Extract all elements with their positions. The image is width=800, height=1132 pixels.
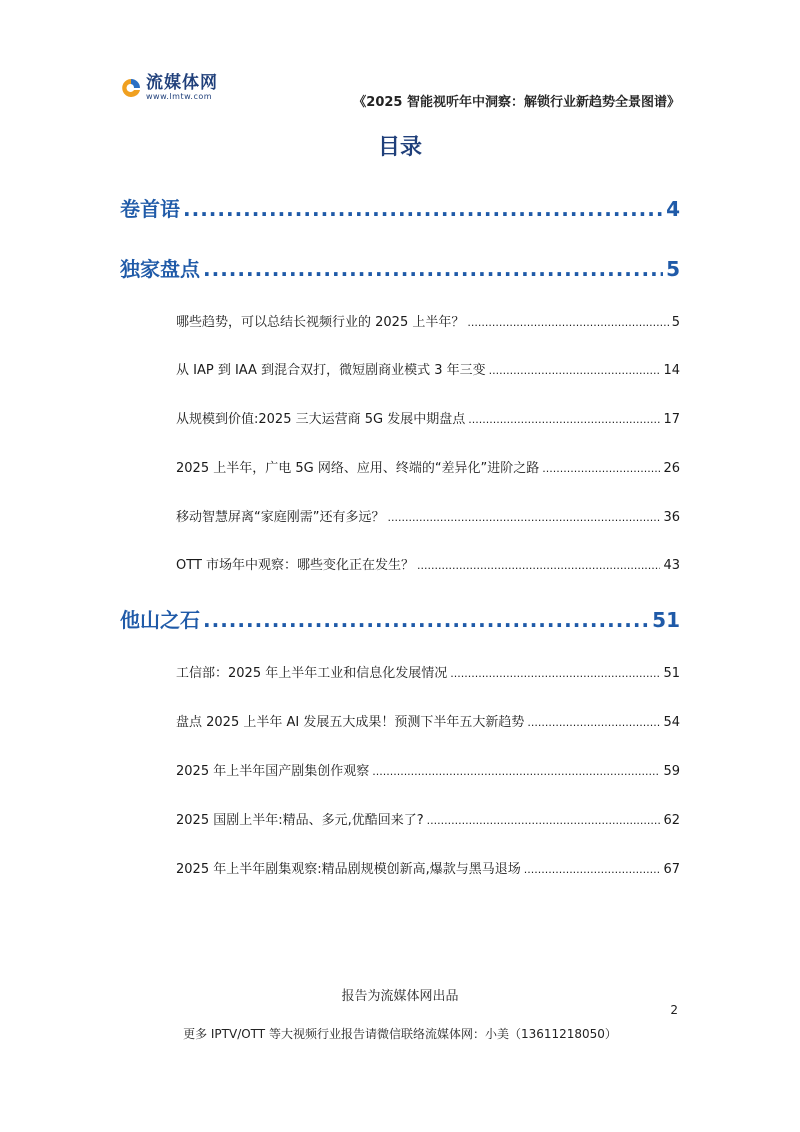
toc-entry-page: 43: [663, 558, 680, 573]
toc-leader: [372, 765, 660, 778]
toc-entry-page: 17: [663, 412, 680, 427]
toc-entry-page: 51: [663, 666, 680, 681]
toc-leader: [468, 413, 660, 426]
toc-leader: [183, 197, 663, 221]
toc-entry[interactable]: [176, 359, 680, 378]
toc-entry[interactable]: [176, 506, 680, 525]
toc-entry-label: 2025 年上半年剧集观察:精品剧规模创新高,爆款与黑马退场: [176, 862, 521, 877]
toc-entry[interactable]: [176, 554, 680, 573]
toc-entry[interactable]: [176, 809, 680, 828]
toc-entry-label: 卷首语: [120, 197, 180, 221]
toc-entry[interactable]: [176, 457, 680, 476]
report-title: 《2025 智能视听年中洞察：解锁行业新趋势全景图谱》: [353, 95, 680, 110]
toc-entry-label: 从规模到价值:2025 三大运营商 5G 发展中期盘点: [176, 412, 466, 427]
page-number: 2: [670, 1003, 678, 1017]
toc-entry-label: 移动智慧屏离“家庭刚需”还有多远？: [176, 510, 385, 525]
toc-entry-label: 独家盘点: [120, 257, 200, 281]
toc-entry[interactable]: [176, 662, 680, 681]
toc-entry-page: 62: [663, 813, 680, 828]
toc-entry[interactable]: [176, 311, 680, 330]
toc-entry-label: 哪些趋势，可以总结长视频行业的 2025 上半年？: [176, 315, 465, 330]
toc-entry-label: 从 IAP 到 IAA 到混合双打，微短剧商业模式 3 年三变: [176, 363, 486, 378]
toc-leader: [417, 559, 660, 572]
toc-entry[interactable]: [176, 858, 680, 877]
toc-entry-page: 5: [666, 257, 680, 281]
toc-leader: [467, 316, 668, 329]
toc-entry-page: 26: [663, 461, 680, 476]
toc-entry-page: 5: [671, 315, 680, 330]
toc-leader: [427, 814, 661, 827]
toc-entry[interactable]: [176, 408, 680, 427]
toc-entry-label: 他山之石: [120, 608, 200, 632]
toc-leader: [542, 462, 660, 475]
toc-title: 目录: [377, 135, 422, 160]
logo-name: 流媒体网: [146, 73, 218, 93]
toc-leader: [203, 257, 663, 281]
toc-leader: [387, 511, 660, 524]
toc-entry-page: 36: [663, 510, 680, 525]
toc-entry[interactable]: [176, 711, 680, 730]
toc-entry-label: 2025 国剧上半年:精品、多元,优酷回来了?: [176, 813, 424, 828]
toc-entry-preface[interactable]: [120, 193, 680, 222]
logo-url: www.lmtw.com: [146, 92, 213, 101]
footer-note: 报告为流媒体网出品: [341, 989, 459, 1004]
toc-entry-label: 2025 年上半年国产剧集创作观察: [176, 764, 370, 779]
toc-entry-label: 工信部：2025 年上半年工业和信息化发展情况: [176, 666, 448, 681]
toc-entry-page: 4: [666, 197, 680, 221]
toc-leader: [489, 364, 661, 377]
logo-icon: [120, 77, 142, 99]
toc-entry[interactable]: [176, 760, 680, 779]
toc-leader: [203, 608, 649, 632]
toc-entry-label: 2025 上半年，广电 5G 网络、应用、终端的“差异化”进阶之路: [176, 461, 540, 476]
footer-contact: 更多 IPTV/OTT 等大视频行业报告请微信联络流媒体网：小美（13611218050）: [183, 1027, 617, 1041]
toc-entry-exclusive[interactable]: [120, 253, 680, 282]
toc-entry-page: 14: [663, 363, 680, 378]
logo: [120, 74, 218, 101]
toc-leader: [524, 863, 661, 876]
toc-entry-label: OTT 市场年中观察：哪些变化正在发生？: [176, 558, 415, 573]
toc-entry-page: 67: [663, 862, 680, 877]
toc-entry-other-mountains[interactable]: [120, 604, 680, 633]
toc-leader: [450, 667, 660, 680]
toc-entry-page: 54: [663, 715, 680, 730]
toc-entry-label: 盘点 2025 上半年 AI 发展五大成果！预测下半年五大新趋势: [176, 715, 525, 730]
toc-leader: [527, 716, 660, 729]
toc-entry-page: 59: [663, 764, 680, 779]
toc-entry-page: 51: [652, 608, 680, 632]
